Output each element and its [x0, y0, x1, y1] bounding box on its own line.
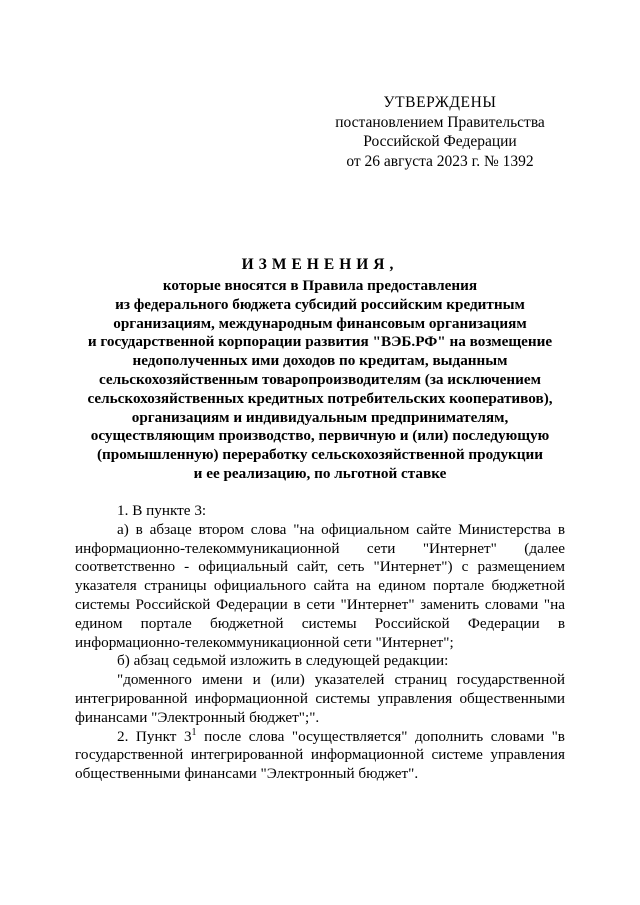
- subtitle-line: недополученных ими доходов по кредитам, выданным: [132, 352, 508, 370]
- document-title: ИЗМЕНЕНИЯ,: [241, 256, 399, 273]
- subtitle-line: сельскохозяйственных кредитных потребительских кооперативов),: [87, 389, 553, 407]
- superscript-index: 1: [191, 726, 197, 738]
- approval-title: УТВЕРЖДЕНЫ: [383, 94, 497, 111]
- subtitle-line: из федерального бюджета субсидий российским кредитным: [115, 295, 525, 313]
- subtitle-line: и ее реализацию, по льготной ставке: [193, 464, 447, 482]
- approval-line-1: постановлением Правительства: [335, 113, 545, 131]
- paragraph-item-1a: а) в абзаце втором слова "на официальном сайте Министерства в информационно-телекоммуникационной сети "Интернет" (далее соответственно - официальный сайт, сеть "Интернет") с размещением указателя страницы официального сайта на едином портале бюджетной системы Российской Федерации в сети "Интернет" заменить словами "на едином портале бюджетной системы Российской Федерации в информационно-телекоммуникационной сети "Интернет";: [75, 520, 565, 651]
- subtitle-line: организациям, международным финансовым организациям: [113, 314, 527, 332]
- subtitle-line: организациям и индивидуальным предпринимателям,: [131, 408, 509, 426]
- subtitle-line: осуществляющим производство, первичную и (или) последующую: [90, 427, 550, 445]
- paragraph-item-2-start: 2. Пункт 3: [117, 727, 192, 745]
- document-body: [75, 502, 565, 784]
- paragraph-item-1: 1. В пункте 3:: [117, 502, 207, 519]
- approval-line-3: от 26 августа 2023 г. № 1392: [346, 152, 534, 170]
- paragraph-item-2: [75, 728, 565, 784]
- subtitle-line: (промышленную) переработку сельскохозяйственной продукции: [96, 446, 544, 464]
- paragraph-item-1b-text: "доменного имени и (или) указателей страниц государственной интегрированной информационной системы управления общественными финансами "Электронный бюджет";".: [75, 671, 565, 726]
- paragraph-item-1b: б) абзац седьмой изложить в следующей редакции:: [117, 652, 449, 670]
- document-subtitle: [60, 277, 580, 484]
- subtitle-line: сельскохозяйственным товаропроизводителям (за исключением: [98, 370, 541, 388]
- approval-stamp: [330, 93, 550, 171]
- subtitle-line: и государственной корпорации развития "ВЭБ.РФ" на возмещение: [87, 333, 553, 351]
- paragraph-item-2-rest: после слова "осуществляется" дополнить словами "в государственной интегрированной информационной системе управления общественными финансами "Электронный бюджет".: [75, 727, 565, 783]
- subtitle-line: которые вносятся в Правила предоставления: [162, 277, 478, 294]
- approval-line-2: Российской Федерации: [363, 133, 517, 150]
